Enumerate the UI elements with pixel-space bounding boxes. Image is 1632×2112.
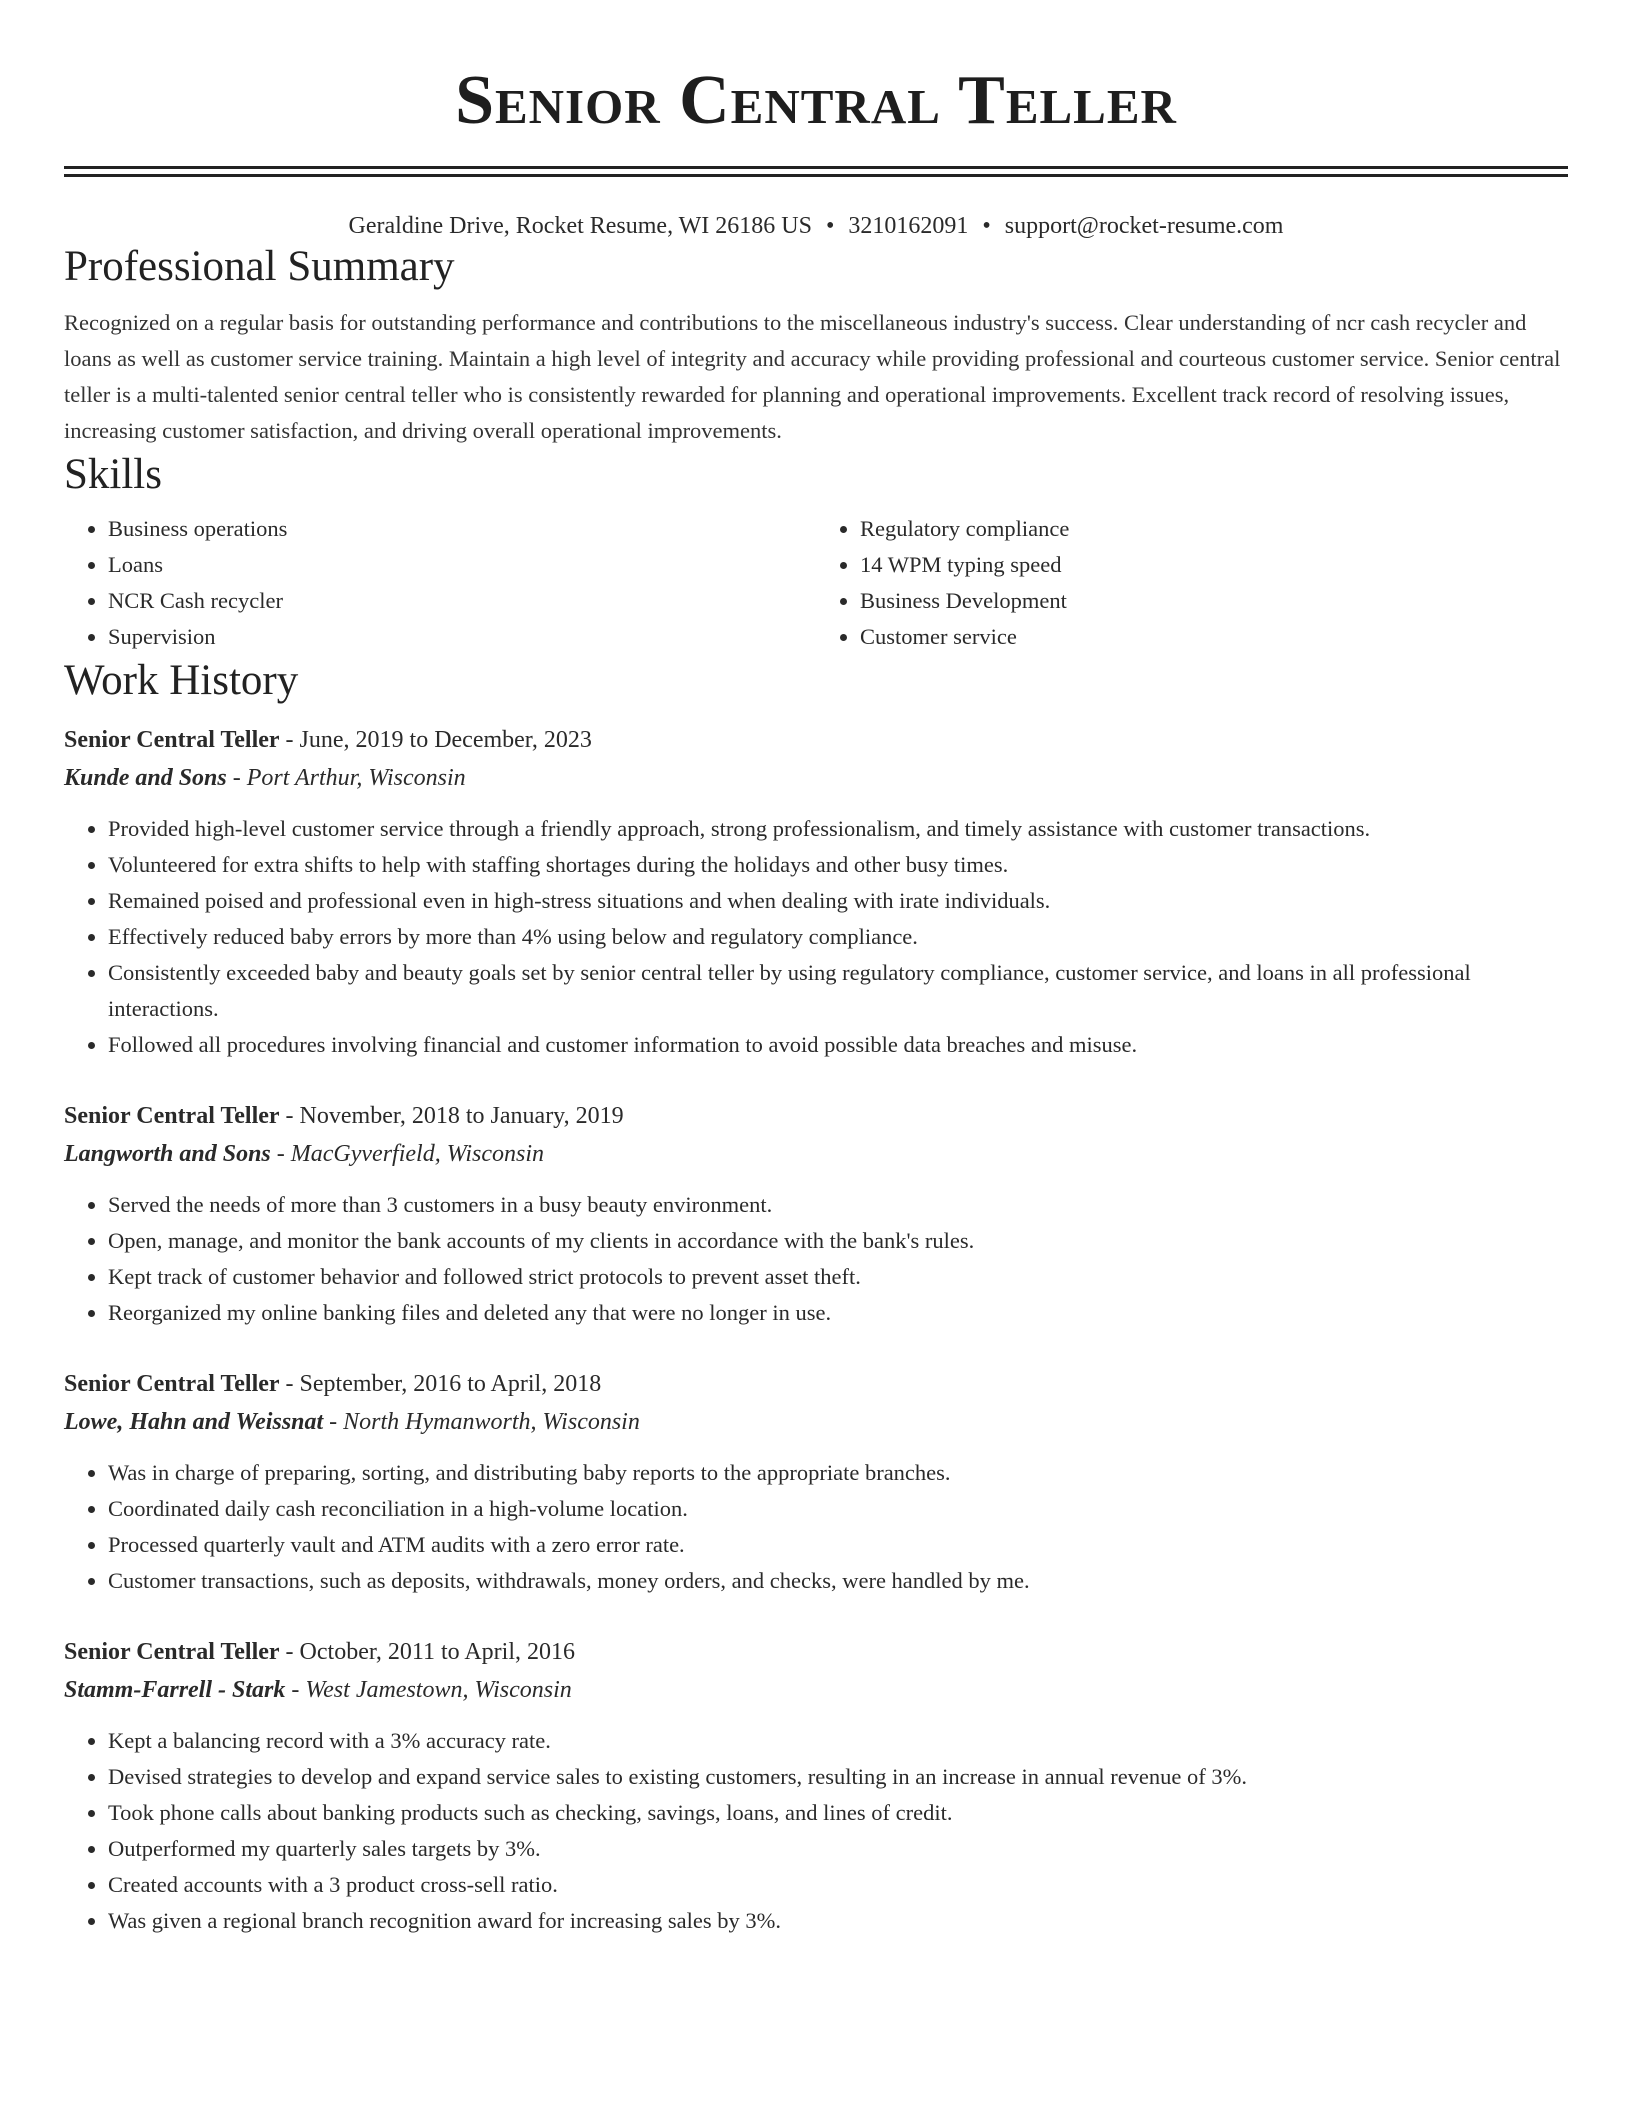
skill-item: • Loans: [108, 547, 816, 583]
contact-line: [64, 211, 1568, 241]
job-bullet: • Kept track of customer behavior and followed strict protocols to prevent asset theft.: [108, 1259, 1568, 1295]
skill-item: • Business operations: [108, 511, 816, 547]
job-bullet: • Outperformed my quarterly sales targets by 3%.: [108, 1831, 1568, 1867]
employer-location: - West Jamestown, Wisconsin: [285, 1677, 572, 1703]
employer-name: Stamm-Farrell - Stark: [64, 1677, 286, 1703]
work-history-heading: Work History: [64, 657, 299, 704]
resume-title: Senior Central Teller: [455, 62, 1177, 139]
job-bullet: • Provided high-level customer service through a friendly approach, strong professionalism, and timely assistance with customer transactions.: [108, 811, 1568, 847]
employer-location: - Port Arthur, Wisconsin: [226, 765, 466, 791]
job-title: Senior Central Teller: [64, 1639, 280, 1665]
job-bullet: • Took phone calls about banking products such as checking, savings, loans, and lines of credit.: [108, 1795, 1568, 1831]
job-bullet: • Was given a regional branch recognition award for increasing sales by 3%.: [108, 1903, 1568, 1939]
job-bullet: • Effectively reduced baby errors by more than 4% using below and regulatory compliance.: [108, 919, 1568, 955]
job-title: Senior Central Teller: [64, 1371, 280, 1397]
job-entry: [64, 1097, 1568, 1331]
contact-email: support@rocket-resume.com: [1004, 213, 1284, 239]
employer-line: [64, 1403, 1568, 1441]
job-title-line: [64, 721, 1568, 759]
job-bullet: • Followed all procedures involving financial and customer information to avoid possible data breaches and misuse.: [108, 1027, 1568, 1063]
job-entry: [64, 721, 1568, 1063]
job-dates: - June, 2019 to December, 2023: [279, 727, 592, 753]
skill-item: • Regulatory compliance: [860, 511, 1568, 547]
job-entry: [64, 1633, 1568, 1939]
job-bullet: • Coordinated daily cash reconciliation in a high-volume location.: [108, 1491, 1568, 1527]
job-bullet: • Processed quarterly vault and ATM audits with a zero error rate.: [108, 1527, 1568, 1563]
title-divider: [64, 166, 1568, 177]
job-bullets: [64, 1187, 1568, 1331]
employer-name: Kunde and Sons: [64, 765, 227, 791]
contact-separator: •: [982, 213, 991, 239]
skill-item: • NCR Cash recycler: [108, 583, 816, 619]
job-bullets: [64, 1455, 1568, 1599]
employer-line: [64, 1671, 1568, 1709]
job-bullet: • Remained poised and professional even in high-stress situations and when dealing with irate individuals.: [108, 883, 1568, 919]
employer-name: Langworth and Sons: [64, 1141, 271, 1167]
job-bullet: • Customer transactions, such as deposits, withdrawals, money orders, and checks, were handled by me.: [108, 1563, 1568, 1599]
job-bullet: • Devised strategies to develop and expand service sales to existing customers, resulting in an increase in annual revenue of 3%.: [108, 1759, 1568, 1795]
job-bullet: • Created accounts with a 3 product cross-sell ratio.: [108, 1867, 1568, 1903]
skill-item: • Customer service: [860, 619, 1568, 655]
employer-name: Lowe, Hahn and Weissnat: [64, 1409, 324, 1435]
skills-heading: Skills: [64, 451, 162, 498]
job-bullet: • Consistently exceeded baby and beauty goals set by senior central teller by using regulatory compliance, customer service, and loans in all professional interactions.: [108, 955, 1568, 1027]
job-title-line: [64, 1365, 1568, 1403]
employer-location: - MacGyverfield, Wisconsin: [270, 1141, 545, 1167]
skills-list-left: [64, 511, 816, 655]
contact-phone: 3210162091: [848, 213, 969, 239]
job-dates: - October, 2011 to April, 2016: [279, 1639, 575, 1665]
contact-separator: •: [825, 213, 835, 239]
skills-columns: [64, 511, 1568, 655]
job-bullet: • Kept a balancing record with a 3% accuracy rate.: [108, 1723, 1568, 1759]
contact-address: Geraldine Drive, Rocket Resume, WI 26186 US: [348, 213, 812, 239]
skills-list-right: [816, 511, 1568, 655]
job-title-line: [64, 1097, 1568, 1135]
summary-text: Recognized on a regular basis for outstanding performance and contributions to the miscellaneous industry's success. Clear understanding of ncr cash recycler and loans as well as customer service training. Maintain a high level of integrity and accuracy while providing professional and courteous customer service. Senior central teller is a multi-talented senior central teller who is consistently rewarded for planning and operational improvements. Excellent track record of resolving issues, increasing customer satisfaction, and driving overall operational improvements.: [64, 310, 1561, 443]
summary-heading: Professional Summary: [64, 243, 455, 290]
employer-line: [64, 1135, 1568, 1173]
job-bullet: • Open, manage, and monitor the bank accounts of my clients in accordance with the bank's rules.: [108, 1223, 1568, 1259]
job-bullet: • Volunteered for extra shifts to help with staffing shortages during the holidays and other busy times.: [108, 847, 1568, 883]
skill-item: • 14 WPM typing speed: [860, 547, 1568, 583]
job-title: Senior Central Teller: [64, 1103, 280, 1129]
job-bullet: • Was in charge of preparing, sorting, and distributing baby reports to the appropriate branches.: [108, 1455, 1568, 1491]
job-bullet: • Reorganized my online banking files and deleted any that were no longer in use.: [108, 1295, 1568, 1331]
job-bullets: [64, 811, 1568, 1063]
skill-item: • Business Development: [860, 583, 1568, 619]
job-dates: - November, 2018 to January, 2019: [279, 1103, 624, 1129]
job-bullet: • Served the needs of more than 3 customers in a busy beauty environment.: [108, 1187, 1568, 1223]
job-title-line: [64, 1633, 1568, 1671]
employer-location: - North Hymanworth, Wisconsin: [323, 1409, 640, 1435]
job-bullets: [64, 1723, 1568, 1939]
job-title: Senior Central Teller: [64, 727, 280, 753]
job-dates: - September, 2016 to April, 2018: [279, 1371, 602, 1397]
employer-line: [64, 759, 1568, 797]
job-entry: [64, 1365, 1568, 1599]
skill-item: • Supervision: [108, 619, 816, 655]
